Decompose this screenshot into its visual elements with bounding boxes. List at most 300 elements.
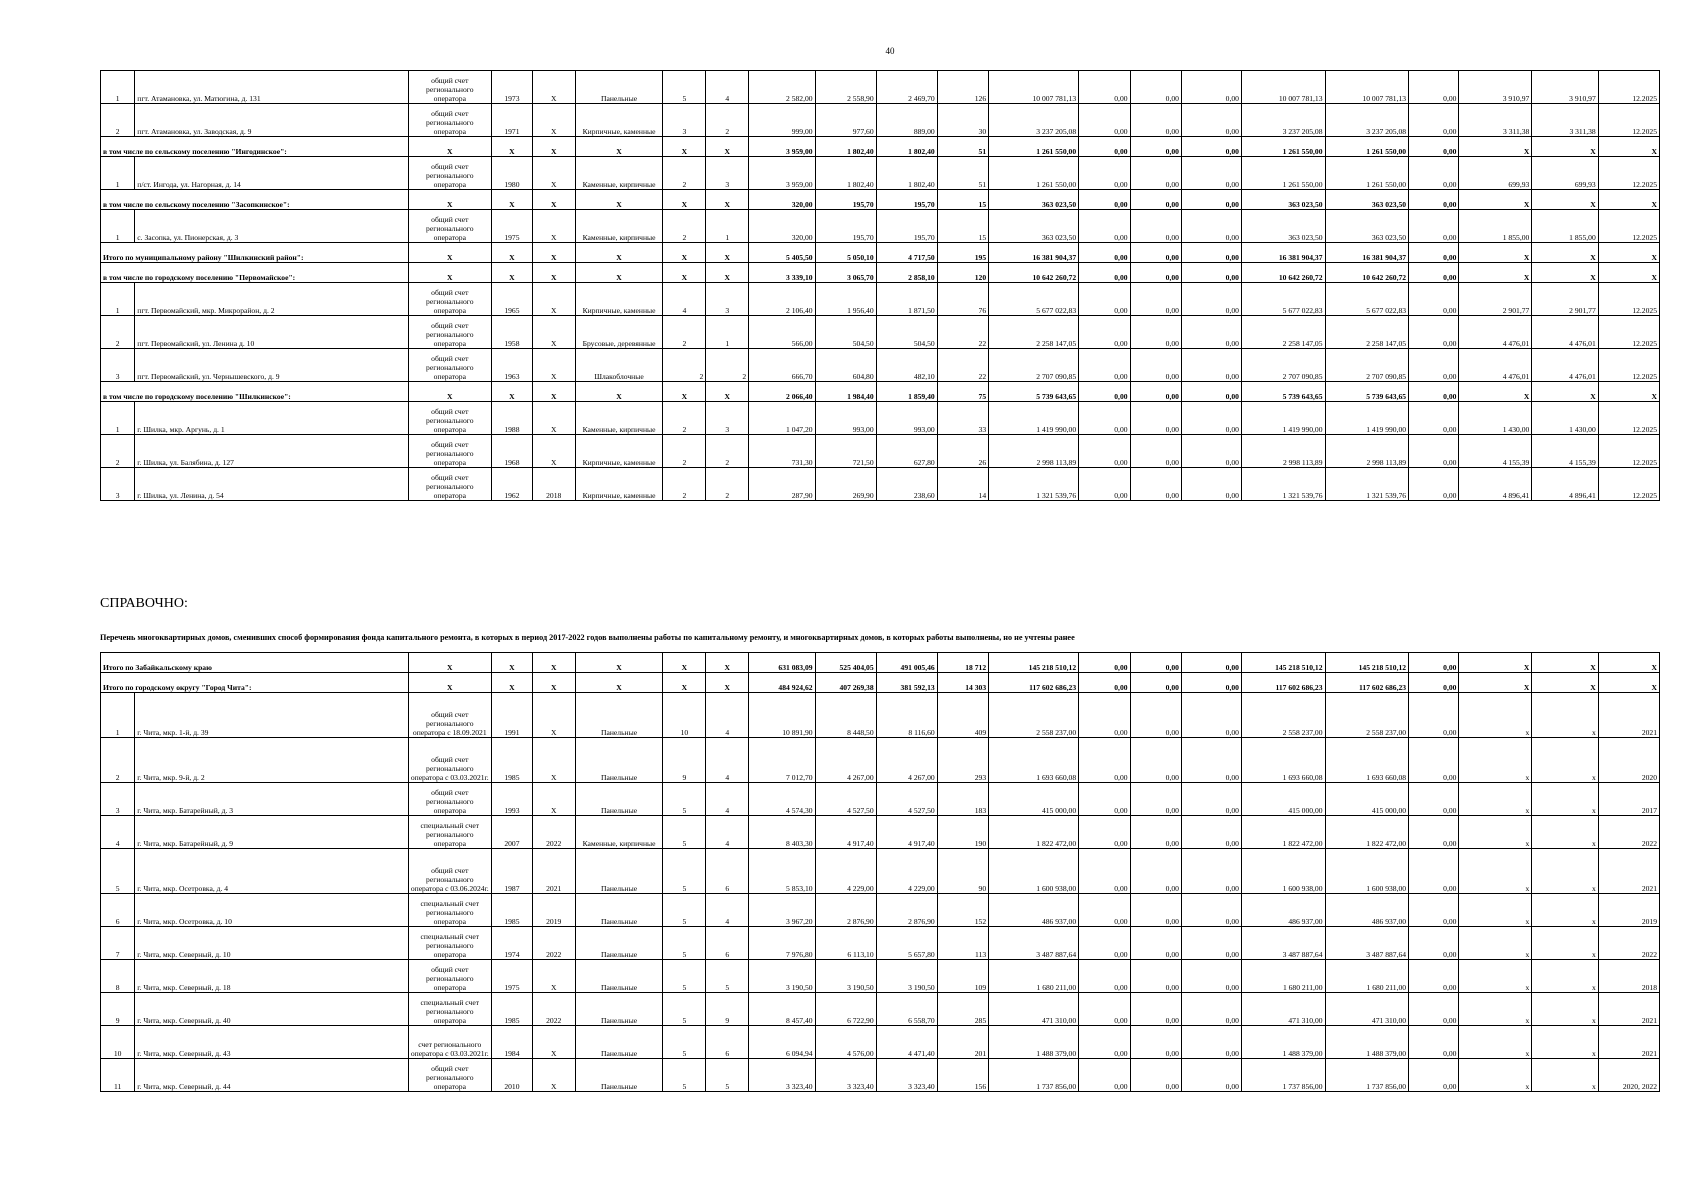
cell-a2: 525 404,05 (815, 653, 876, 673)
cell-due: 2021 (1598, 1026, 1659, 1059)
cell-s3: 0,00 (1130, 316, 1181, 349)
subtotal-row (101, 653, 1660, 673)
cell-s1: 486 937,00 (989, 894, 1079, 927)
cell-n: 9 (101, 993, 135, 1026)
cell-p2: Х (1532, 382, 1598, 402)
cell-fund: специальный счет регионального оператора (408, 894, 492, 927)
cell-p1: 4 476,01 (1459, 349, 1532, 382)
cell-p2: 4 155,39 (1532, 435, 1598, 468)
table-row (101, 1026, 1660, 1059)
cell-address: пгт. Первомайский, ул. Чернышевского, д. 9 (135, 349, 408, 382)
cell-s1: 1 693 660,08 (989, 738, 1079, 783)
cell-s6: 1 680 211,00 (1325, 960, 1409, 993)
cell-res: 120 (937, 263, 988, 283)
cell-s3: 0,00 (1130, 435, 1181, 468)
cell-fl: 5 (663, 783, 706, 816)
cell-y2: Х (532, 190, 575, 210)
cell-due: 2021 (1598, 693, 1659, 738)
cell-p1: 4 476,01 (1459, 316, 1532, 349)
cell-due: 12.2025 (1598, 71, 1659, 104)
cell-s2: 0,00 (1079, 190, 1130, 210)
cell-p1: х (1459, 816, 1532, 849)
cell-s6: 1 488 379,00 (1325, 1026, 1409, 1059)
cell-s5: 10 007 781,13 (1241, 71, 1325, 104)
cell-y2: Х (532, 283, 575, 316)
cell-s3: 0,00 (1130, 1059, 1181, 1092)
cell-s7: 0,00 (1409, 263, 1459, 283)
cell-s3: 0,00 (1130, 283, 1181, 316)
cell-a2: 4 917,40 (815, 816, 876, 849)
cell-y2: Х (532, 960, 575, 993)
cell-s3: 0,00 (1130, 816, 1181, 849)
cell-n: 1 (101, 402, 135, 435)
cell-address: с. Засопка, ул. Пионерская, д. 3 (135, 210, 408, 243)
cell-y2: Х (532, 104, 575, 137)
cell-s6: 1 419 990,00 (1325, 402, 1409, 435)
cell-fund: Х (408, 673, 492, 693)
cell-fl: 4 (663, 283, 706, 316)
cell-en: 1 (706, 316, 749, 349)
cell-res: 293 (937, 738, 988, 783)
cell-p2: Х (1532, 137, 1598, 157)
cell-mat: Х (575, 263, 663, 283)
cell-due: Х (1598, 190, 1659, 210)
cell-mat: Кирпичные, каменные (575, 435, 663, 468)
cell-en: 4 (706, 894, 749, 927)
cell-res: 195 (937, 243, 988, 263)
cell-a1: 2 106,40 (749, 283, 815, 316)
list-title: Перечень многоквартирных домов, сменивших способ формирования фонда капитального ремонта, в которых в период 2017-2022 годов выполнены работы по капитальному ремонту, и многоквартирных домов, в которых работы выполнены, но не учтены ранее (100, 633, 1075, 642)
cell-en: Х (706, 382, 749, 402)
cell-y2: Х (532, 316, 575, 349)
cell-y2: Х (532, 738, 575, 783)
table-row (101, 435, 1660, 468)
cell-a1: 484 924,62 (749, 673, 815, 693)
cell-s2: 0,00 (1079, 1026, 1130, 1059)
cell-s3: 0,00 (1130, 382, 1181, 402)
cell-s5: 415 000,00 (1241, 783, 1325, 816)
cell-en: 1 (706, 210, 749, 243)
cell-res: 183 (937, 783, 988, 816)
cell-a1: 8 403,30 (749, 816, 815, 849)
cell-p1: Х (1459, 137, 1532, 157)
cell-a3: 4 527,50 (876, 783, 937, 816)
cell-address: г. Чита, мкр. Батарейный, д. 9 (135, 816, 408, 849)
cell-s7: 0,00 (1409, 1059, 1459, 1092)
cell-fl: 5 (663, 1059, 706, 1092)
subtotal-row (101, 673, 1660, 693)
cell-s1: 1 488 379,00 (989, 1026, 1079, 1059)
cell-s2: 0,00 (1079, 927, 1130, 960)
cell-s2: 0,00 (1079, 1059, 1130, 1092)
cell-p2: 699,93 (1532, 157, 1598, 190)
table-row (101, 157, 1660, 190)
cell-address: п/ст. Ингода, ул. Нагорная, д. 14 (135, 157, 408, 190)
cell-s2: 0,00 (1079, 993, 1130, 1026)
cell-a1: 1 047,20 (749, 402, 815, 435)
cell-fund: общий счет регионального оператора (408, 104, 492, 137)
table-row (101, 316, 1660, 349)
cell-n: 1 (101, 71, 135, 104)
cell-s3: 0,00 (1130, 993, 1181, 1026)
cell-fund: Х (408, 190, 492, 210)
table-row (101, 816, 1660, 849)
cell-y2: 2022 (532, 816, 575, 849)
cell-n: 2 (101, 435, 135, 468)
cell-due: Х (1598, 653, 1659, 673)
cell-en: 3 (706, 283, 749, 316)
cell-due: 12.2025 (1598, 210, 1659, 243)
cell-s2: 0,00 (1079, 349, 1130, 382)
cell-a2: 993,00 (815, 402, 876, 435)
cell-fund: общий счет регионального оператора (408, 783, 492, 816)
cell-p2: Х (1532, 673, 1598, 693)
cell-a1: 287,90 (749, 468, 815, 501)
cell-fl: 2 (663, 316, 706, 349)
cell-y2: Х (532, 210, 575, 243)
cell-s7: 0,00 (1409, 816, 1459, 849)
cell-fl: 2 (663, 157, 706, 190)
cell-fund: специальный счет регионального оператора (408, 927, 492, 960)
cell-fl: Х (663, 137, 706, 157)
cell-y1: 1984 (492, 1026, 533, 1059)
cell-res: 409 (937, 693, 988, 738)
cell-y2: 2022 (532, 993, 575, 1026)
cell-a3: 3 323,40 (876, 1059, 937, 1092)
cell-y1: 1974 (492, 927, 533, 960)
cell-s7: 0,00 (1409, 210, 1459, 243)
cell-a1: 5 853,10 (749, 849, 815, 894)
cell-s1: 363 023,50 (989, 190, 1079, 210)
cell-y1: Х (492, 137, 533, 157)
cell-s3: 0,00 (1130, 243, 1181, 263)
cell-mat: Х (575, 137, 663, 157)
cell-mat: Панельные (575, 783, 663, 816)
cell-s4: 0,00 (1181, 157, 1241, 190)
cell-a3: 6 558,70 (876, 993, 937, 1026)
cell-address: пгт. Первомайский, ул. Ленина д. 10 (135, 316, 408, 349)
cell-a3: 195,70 (876, 210, 937, 243)
cell-n: 4 (101, 816, 135, 849)
cell-s7: 0,00 (1409, 283, 1459, 316)
cell-a1: 2 582,00 (749, 71, 815, 104)
cell-p2: х (1532, 738, 1598, 783)
cell-s5: 2 998 113,89 (1241, 435, 1325, 468)
cell-s7: 0,00 (1409, 468, 1459, 501)
cell-s5: 1 737 856,00 (1241, 1059, 1325, 1092)
cell-s5: 3 237 205,08 (1241, 104, 1325, 137)
cell-res: 156 (937, 1059, 988, 1092)
cell-s3: 0,00 (1130, 349, 1181, 382)
cell-fl: 5 (663, 816, 706, 849)
cell-s2: 0,00 (1079, 653, 1130, 673)
cell-a3: 1 802,40 (876, 157, 937, 190)
cell-a1: 2 066,40 (749, 382, 815, 402)
cell-s4: 0,00 (1181, 190, 1241, 210)
cell-n: 2 (101, 104, 135, 137)
cell-a3: 195,70 (876, 190, 937, 210)
cell-a1: 666,70 (749, 349, 815, 382)
cell-a2: 4 527,50 (815, 783, 876, 816)
cell-s5: 2 258 147,05 (1241, 316, 1325, 349)
cell-en: 4 (706, 816, 749, 849)
cell-n: 2 (101, 316, 135, 349)
cell-en: 4 (706, 71, 749, 104)
cell-s7: 0,00 (1409, 190, 1459, 210)
cell-s6: 16 381 904,37 (1325, 243, 1409, 263)
cell-due: 2018 (1598, 960, 1659, 993)
cell-p2: х (1532, 960, 1598, 993)
cell-fund: Х (408, 243, 492, 263)
cell-s6: 1 600 938,00 (1325, 849, 1409, 894)
cell-fl: 3 (663, 104, 706, 137)
cell-s3: 0,00 (1130, 157, 1181, 190)
cell-fund: общий счет регионального оператора с 03.06.2024г. (408, 849, 492, 894)
cell-y2: Х (532, 783, 575, 816)
cell-s5: 363 023,50 (1241, 190, 1325, 210)
cell-a3: 1 802,40 (876, 137, 937, 157)
cell-a2: 3 323,40 (815, 1059, 876, 1092)
cell-fund: общий счет регионального оператора (408, 210, 492, 243)
cell-y1: 1985 (492, 993, 533, 1026)
cell-s2: 0,00 (1079, 402, 1130, 435)
cell-fl: Х (663, 190, 706, 210)
cell-s3: 0,00 (1130, 960, 1181, 993)
cell-s5: 363 023,50 (1241, 210, 1325, 243)
cell-mat: Панельные (575, 738, 663, 783)
subtotal-row (101, 137, 1660, 157)
cell-a2: 269,90 (815, 468, 876, 501)
cell-mat: Кирпичные, каменные (575, 104, 663, 137)
cell-s6: 1 693 660,08 (1325, 738, 1409, 783)
cell-a1: 8 457,40 (749, 993, 815, 1026)
cell-s4: 0,00 (1181, 849, 1241, 894)
cell-label: Итого по Забайкальскому краю (101, 653, 409, 673)
cell-a3: 8 116,60 (876, 693, 937, 738)
cell-n: 8 (101, 960, 135, 993)
cell-y1: 1965 (492, 283, 533, 316)
cell-address: пгт. Атамановка, ул. Матюгина, д. 131 (135, 71, 408, 104)
cell-s5: 1 321 539,76 (1241, 468, 1325, 501)
cell-s2: 0,00 (1079, 816, 1130, 849)
cell-s1: 363 023,50 (989, 210, 1079, 243)
cell-res: 75 (937, 382, 988, 402)
cell-fl: 10 (663, 693, 706, 738)
cell-fund: общий счет регионального оператора (408, 402, 492, 435)
cell-res: 201 (937, 1026, 988, 1059)
cell-s1: 415 000,00 (989, 783, 1079, 816)
subtotal-row (101, 263, 1660, 283)
cell-mat: Кирпичные, каменные (575, 468, 663, 501)
cell-fl: 2 (663, 435, 706, 468)
cell-y1: 1963 (492, 349, 533, 382)
cell-p2: х (1532, 849, 1598, 894)
cell-s5: 1 261 550,00 (1241, 137, 1325, 157)
cell-a3: 4 267,00 (876, 738, 937, 783)
cell-s6: 1 822 472,00 (1325, 816, 1409, 849)
cell-s4: 0,00 (1181, 468, 1241, 501)
cell-address: г. Чита, мкр. Северный, д. 40 (135, 993, 408, 1026)
cell-p1: х (1459, 1026, 1532, 1059)
cell-s1: 16 381 904,37 (989, 243, 1079, 263)
cell-y2: 2022 (532, 927, 575, 960)
cell-s7: 0,00 (1409, 1026, 1459, 1059)
cell-mat: Панельные (575, 71, 663, 104)
table-row (101, 783, 1660, 816)
cell-s7: 0,00 (1409, 738, 1459, 783)
table-row (101, 104, 1660, 137)
cell-s3: 0,00 (1130, 783, 1181, 816)
cell-due: Х (1598, 382, 1659, 402)
cell-en: Х (706, 673, 749, 693)
cell-n: 1 (101, 157, 135, 190)
cell-s1: 1 600 938,00 (989, 849, 1079, 894)
cell-s6: 363 023,50 (1325, 190, 1409, 210)
cell-en: 6 (706, 849, 749, 894)
cell-s4: 0,00 (1181, 283, 1241, 316)
cell-s5: 117 602 686,23 (1241, 673, 1325, 693)
cell-p2: х (1532, 783, 1598, 816)
cell-y1: 1991 (492, 693, 533, 738)
table-row (101, 927, 1660, 960)
cell-y2: Х (532, 1026, 575, 1059)
cell-n: 3 (101, 349, 135, 382)
cell-s1: 3 237 205,08 (989, 104, 1079, 137)
cell-address: г. Чита, мкр. Северный, д. 43 (135, 1026, 408, 1059)
cell-fund: общий счет регионального оператора с 18.09.2021 (408, 693, 492, 738)
cell-a3: 889,00 (876, 104, 937, 137)
cell-a1: 7 012,70 (749, 738, 815, 783)
cell-s6: 363 023,50 (1325, 210, 1409, 243)
cell-en: 5 (706, 1059, 749, 1092)
cell-s4: 0,00 (1181, 316, 1241, 349)
cell-res: 109 (937, 960, 988, 993)
cell-y2: Х (532, 243, 575, 263)
cell-y1: 1985 (492, 894, 533, 927)
cell-s4: 0,00 (1181, 137, 1241, 157)
cell-address: г. Шилка, мкр. Аргунь, д. 1 (135, 402, 408, 435)
cell-s5: 10 642 260,72 (1241, 263, 1325, 283)
cell-res: 22 (937, 316, 988, 349)
cell-s3: 0,00 (1130, 468, 1181, 501)
cell-due: Х (1598, 673, 1659, 693)
cell-s3: 0,00 (1130, 190, 1181, 210)
cell-p1: 2 901,77 (1459, 283, 1532, 316)
cell-res: 126 (937, 71, 988, 104)
cell-s4: 0,00 (1181, 693, 1241, 738)
cell-mat: Брусовые, деревянные (575, 316, 663, 349)
table-row (101, 402, 1660, 435)
cell-s4: 0,00 (1181, 104, 1241, 137)
cell-p2: х (1532, 693, 1598, 738)
cell-s3: 0,00 (1130, 137, 1181, 157)
cell-en: Х (706, 137, 749, 157)
cell-s1: 2 558 237,00 (989, 693, 1079, 738)
cell-a1: 3 959,00 (749, 137, 815, 157)
cell-s4: 0,00 (1181, 1026, 1241, 1059)
cell-en: Х (706, 190, 749, 210)
cell-fund: общий счет регионального оператора (408, 960, 492, 993)
cell-s1: 117 602 686,23 (989, 673, 1079, 693)
cell-due: 2021 (1598, 849, 1659, 894)
cell-a2: 195,70 (815, 190, 876, 210)
cell-n: 2 (101, 738, 135, 783)
cell-mat: Х (575, 243, 663, 263)
cell-s3: 0,00 (1130, 849, 1181, 894)
cell-label: Итого по городскому округу "Город Чита": (101, 673, 409, 693)
cell-fund: общий счет регионального оператора (408, 349, 492, 382)
cell-s3: 0,00 (1130, 104, 1181, 137)
cell-y1: Х (492, 243, 533, 263)
cell-a1: 3 190,50 (749, 960, 815, 993)
cell-a2: 2 558,90 (815, 71, 876, 104)
cell-a2: 1 802,40 (815, 157, 876, 190)
cell-s6: 2 998 113,89 (1325, 435, 1409, 468)
cell-fund: общий счет регионального оператора (408, 435, 492, 468)
cell-y1: 1968 (492, 435, 533, 468)
cell-fl: 9 (663, 738, 706, 783)
cell-a1: 320,00 (749, 190, 815, 210)
cell-a2: 1 984,40 (815, 382, 876, 402)
cell-fund: специальный счет регионального оператора (408, 816, 492, 849)
cell-a3: 491 005,46 (876, 653, 937, 673)
cell-due: 2021 (1598, 993, 1659, 1026)
cell-fl: 5 (663, 960, 706, 993)
cell-y1: 1988 (492, 402, 533, 435)
cell-due: 12.2025 (1598, 316, 1659, 349)
subtotal-row (101, 382, 1660, 402)
cell-fl: 2 (663, 402, 706, 435)
cell-res: 33 (937, 402, 988, 435)
cell-a2: 4 267,00 (815, 738, 876, 783)
cell-s6: 1 261 550,00 (1325, 157, 1409, 190)
cell-due: Х (1598, 263, 1659, 283)
cell-a3: 4 717,50 (876, 243, 937, 263)
cell-s5: 2 707 090,85 (1241, 349, 1325, 382)
cell-s7: 0,00 (1409, 894, 1459, 927)
cell-fund: общий счет регионального оператора с 03.03.2021г. (408, 738, 492, 783)
cell-fund: Х (408, 137, 492, 157)
cell-a1: 631 083,09 (749, 653, 815, 673)
table-row (101, 349, 1660, 382)
cell-due: 2020 (1598, 738, 1659, 783)
cell-res: 190 (937, 816, 988, 849)
cell-s4: 0,00 (1181, 243, 1241, 263)
cell-due: 12.2025 (1598, 349, 1659, 382)
cell-s1: 1 419 990,00 (989, 402, 1079, 435)
cell-fund: общий счет регионального оператора (408, 157, 492, 190)
cell-s4: 0,00 (1181, 653, 1241, 673)
cell-s7: 0,00 (1409, 243, 1459, 263)
subtotal-row (101, 190, 1660, 210)
cell-s4: 0,00 (1181, 1059, 1241, 1092)
cell-mat: Панельные (575, 693, 663, 738)
cell-res: 26 (937, 435, 988, 468)
cell-s7: 0,00 (1409, 157, 1459, 190)
cell-s1: 1 321 539,76 (989, 468, 1079, 501)
cell-mat: Каменные, кирпичные (575, 157, 663, 190)
cell-y1: 1975 (492, 960, 533, 993)
cell-address: г. Чита, мкр. Осетровка, д. 10 (135, 894, 408, 927)
cell-address: г. Шилка, ул. Балябина, д. 127 (135, 435, 408, 468)
cell-en: 2 (706, 349, 749, 382)
cell-y1: Х (492, 673, 533, 693)
cell-y1: 1973 (492, 71, 533, 104)
cell-s3: 0,00 (1130, 210, 1181, 243)
cell-y1: Х (492, 653, 533, 673)
cell-y2: Х (532, 693, 575, 738)
cell-p2: 1 855,00 (1532, 210, 1598, 243)
